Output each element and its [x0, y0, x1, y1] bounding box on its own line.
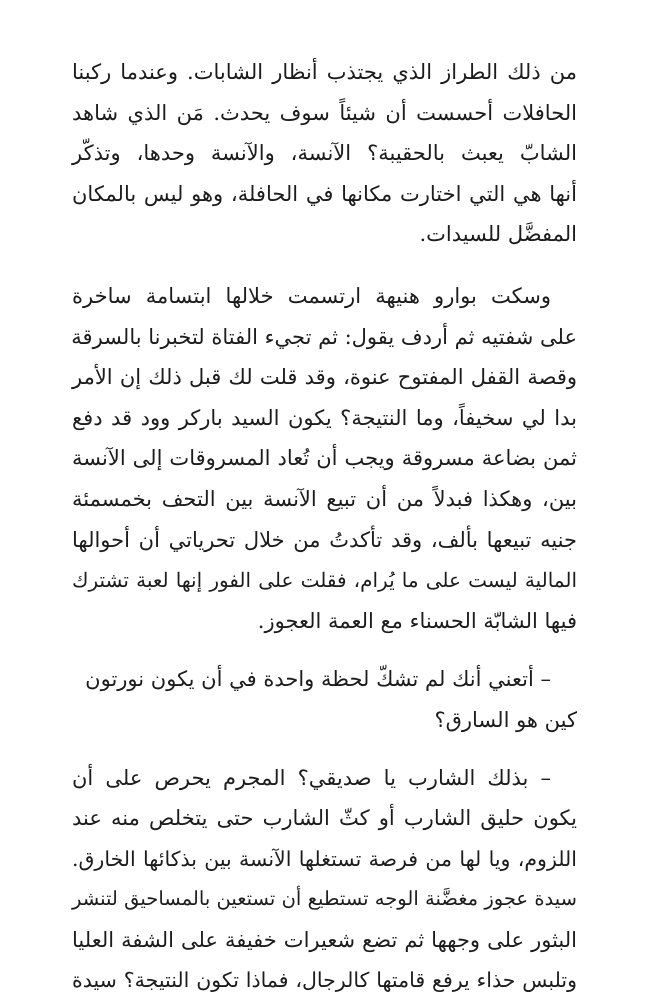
text-line: بدا لي سخيفاً، وما النتيجة؟ يكون السيد باركر وود قد دفع	[72, 398, 577, 439]
text-line: كين هو السارق؟	[72, 700, 577, 741]
paragraph-spacer	[72, 255, 577, 276]
paragraph-spacer	[72, 641, 577, 659]
text-line: وسكت بوارو هنيهة ارتسمت خلالها ابتسامة ساخرة	[72, 276, 577, 317]
book-page-text	[72, 52, 577, 1001]
text-line: ثمن بضاعة مسروقة ويجب أن تُعاد المسروقات إلى الآنسة	[72, 438, 577, 479]
text-line: سيدة عجوز مغضَّنة الوجه تستطيع أن تستعين بالمساحيق لتنشر	[72, 879, 577, 920]
text-line: اللزوم، ويا لها من فرصة تستغلها الآنسة بين بذكائها الخارق.	[72, 839, 577, 880]
text-line: – بذلك الشارب يا صديقي؟ المجرم يحرص على أن	[72, 758, 577, 799]
text-line: المفضَّل للسيدات.	[72, 214, 577, 255]
text-line: الحافلات أحسست أن شيئاً سوف يحدث. مَن الذي شاهد	[72, 93, 577, 134]
text-line: جنيه تبيعها بألف، وقد تأكدتُ من خلال تحرياتي أن أحوالها	[72, 520, 577, 561]
paragraph-2	[72, 276, 577, 641]
text-line: الشابّ يعبث بالحقيبة؟ الآنسة، والآنسة وحدها، وتذكّر	[72, 133, 577, 174]
text-line: وتلبس حذاء يرفع قامتها كالرجال، فماذا تكون النتيجة؟ سيدة	[72, 960, 577, 1001]
text-line: وقصة القفل المفتوح عنوة، وقد قلت لك قبل ذلك إن الأمر	[72, 357, 577, 398]
text-line: البثور على وجهها ثم تضع شعيرات خفيفة على الشفة العليا	[72, 920, 577, 961]
text-line: – أتعني أنك لم تشكّ لحظة واحدة في أن يكون نورتون	[72, 659, 577, 700]
text-line: على شفتيه ثم أردف يقول: ثم تجيء الفتاة لتخبرنا بالسرقة	[72, 317, 577, 358]
text-line: من ذلك الطراز الذي يجتذب أنظار الشابات. وعندما ركبنا	[72, 52, 577, 93]
paragraph-3	[72, 659, 577, 740]
paragraph-spacer	[72, 741, 577, 758]
paragraph-1	[72, 52, 577, 255]
text-line: بين، وهكذا فبدلاً من أن تبيع الآنسة بين التحف بخمسمئة	[72, 479, 577, 520]
text-line: يكون حليق الشارب أو كثّ الشارب حتى يتخلص منه عند	[72, 798, 577, 839]
text-line: فيها الشابّة الحسناء مع العمة العجوز.	[72, 601, 577, 642]
text-line: المالية ليست على ما يُرام، فقلت على الفور إنها لعبة تشترك	[72, 560, 577, 601]
paragraph-4	[72, 758, 577, 1001]
text-line: أنها هي التي اختارت مكانها في الحافلة، وهو ليس بالمكان	[72, 174, 577, 215]
